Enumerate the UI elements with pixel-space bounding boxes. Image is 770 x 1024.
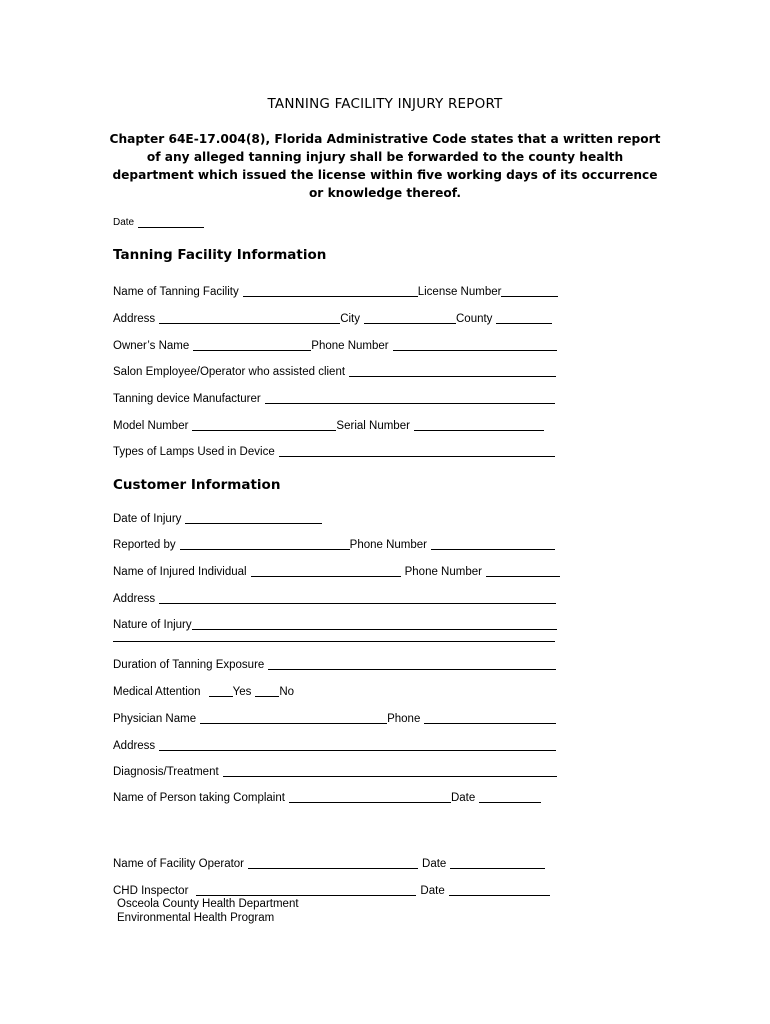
program-name: Environmental Health Program xyxy=(117,912,275,924)
physician-phone-field[interactable] xyxy=(424,711,556,724)
lamps-field[interactable] xyxy=(279,444,555,457)
lamps-label: Types of Lamps Used in Device xyxy=(113,446,275,458)
report-date-field[interactable] xyxy=(138,215,204,228)
operator-date-field[interactable] xyxy=(450,856,545,869)
inspector-label: CHD Inspector xyxy=(113,885,189,897)
physician-name-field[interactable] xyxy=(200,711,387,724)
complaint-date-label: Date xyxy=(450,792,476,804)
employee-row xyxy=(113,363,556,379)
nature-label: Nature of Injury xyxy=(113,619,192,631)
diagnosis-field[interactable] xyxy=(223,764,557,777)
model-number-field[interactable] xyxy=(192,418,336,431)
injury-date-field[interactable] xyxy=(185,511,322,524)
medical-no-label: No xyxy=(279,686,295,698)
complaint-row xyxy=(113,789,541,805)
owner-phone-field[interactable] xyxy=(393,338,557,351)
report-date-row xyxy=(113,214,204,230)
manufacturer-label: Tanning device Manufacturer xyxy=(113,393,261,405)
report-date-label: Date xyxy=(113,217,135,228)
reporter-phone-label: Phone Number xyxy=(349,539,428,551)
facility-name-label: Name of Tanning Facility xyxy=(113,286,239,298)
injury-date-row xyxy=(113,510,322,526)
serial-number-label: Serial Number xyxy=(336,420,410,432)
facility-name-field[interactable] xyxy=(243,284,418,297)
inspector-field[interactable] xyxy=(196,883,416,896)
duration-label: Duration of Tanning Exposure xyxy=(113,659,265,671)
model-row xyxy=(113,417,544,433)
reporter-phone-field[interactable] xyxy=(431,537,555,550)
owner-name-label: Owner’s Name xyxy=(113,340,190,352)
reported-by-field[interactable] xyxy=(180,537,350,550)
employee-field[interactable] xyxy=(349,364,556,377)
operator-name-label: Name of Facility Operator xyxy=(113,858,245,870)
license-number-field[interactable] xyxy=(501,284,558,297)
diagnosis-label: Diagnosis/Treatment xyxy=(113,766,219,778)
county-field[interactable] xyxy=(496,311,552,324)
nature-field[interactable] xyxy=(192,617,557,630)
medical-label: Medical Attention xyxy=(113,686,201,698)
complaint-date-field[interactable] xyxy=(479,790,541,803)
manufacturer-field[interactable] xyxy=(265,391,555,404)
owner-phone-label: Phone Number xyxy=(311,340,389,352)
operator-row xyxy=(113,855,545,871)
customer-address-field[interactable] xyxy=(159,591,556,604)
physician-address-label: Address xyxy=(113,740,156,752)
physician-phone-label: Phone xyxy=(387,713,421,725)
medical-yes-label: Yes xyxy=(232,686,252,698)
medical-no-field[interactable] xyxy=(255,684,279,697)
physician-address-field[interactable] xyxy=(159,738,556,751)
model-number-label: Model Number xyxy=(113,420,189,432)
county-label: County xyxy=(456,313,493,325)
city-field[interactable] xyxy=(364,311,456,324)
facility-address-label: Address xyxy=(113,313,156,325)
duration-field[interactable] xyxy=(268,657,556,670)
inspector-date-field[interactable] xyxy=(449,883,550,896)
operator-name-field[interactable] xyxy=(248,856,418,869)
owner-row xyxy=(113,337,557,353)
injured-name-field[interactable] xyxy=(251,564,401,577)
customer-heading: Customer Information xyxy=(113,477,281,493)
medical-row xyxy=(113,683,294,699)
license-number-label: License Number xyxy=(417,286,502,298)
department-name: Osceola County Health Department xyxy=(117,898,299,910)
diagnosis-row xyxy=(113,763,557,779)
medical-yes-field[interactable] xyxy=(209,684,233,697)
customer-address-row xyxy=(113,590,556,606)
customer-address-label: Address xyxy=(113,593,156,605)
duration-row xyxy=(113,656,556,672)
injury-date-label: Date of Injury xyxy=(113,513,182,525)
owner-name-field[interactable] xyxy=(193,338,311,351)
injured-name-label: Name of Injured Individual xyxy=(113,566,247,578)
facility-heading: Tanning Facility Information xyxy=(113,247,327,263)
injured-phone-field[interactable] xyxy=(486,564,560,577)
nature-row xyxy=(113,616,557,632)
employee-label: Salon Employee/Operator who assisted client xyxy=(113,366,346,378)
injured-row xyxy=(113,563,560,579)
injured-phone-label: Phone Number xyxy=(404,566,482,578)
lamps-row xyxy=(113,443,555,459)
physician-row xyxy=(113,710,556,726)
reported-by-label: Reported by xyxy=(113,539,176,551)
manufacturer-row xyxy=(113,390,555,406)
city-label: City xyxy=(340,313,360,325)
complaint-taker-label: Name of Person taking Complaint xyxy=(113,792,285,804)
inspector-row xyxy=(113,882,550,898)
nature-extra-line[interactable] xyxy=(113,641,555,642)
operator-date-label: Date xyxy=(422,858,447,870)
inspector-date-label: Date xyxy=(420,885,445,897)
page-title: TANNING FACILITY INJURY REPORT xyxy=(267,96,503,112)
facility-address-row xyxy=(113,310,552,326)
facility-address-field[interactable] xyxy=(159,311,340,324)
facility-name-row xyxy=(113,283,558,299)
intro-paragraph: Chapter 64E-17.004(8), Florida Administrative Code states that a written report of any alleged tanning injury shall be forwarded to the county health department which issued the license within five working days of its occurrence or knowledge thereof. xyxy=(109,132,661,200)
physician-name-label: Physician Name xyxy=(113,713,197,725)
physician-address-row xyxy=(113,737,556,753)
complaint-taker-field[interactable] xyxy=(289,790,451,803)
serial-number-field[interactable] xyxy=(414,418,544,431)
reported-by-row xyxy=(113,536,555,552)
